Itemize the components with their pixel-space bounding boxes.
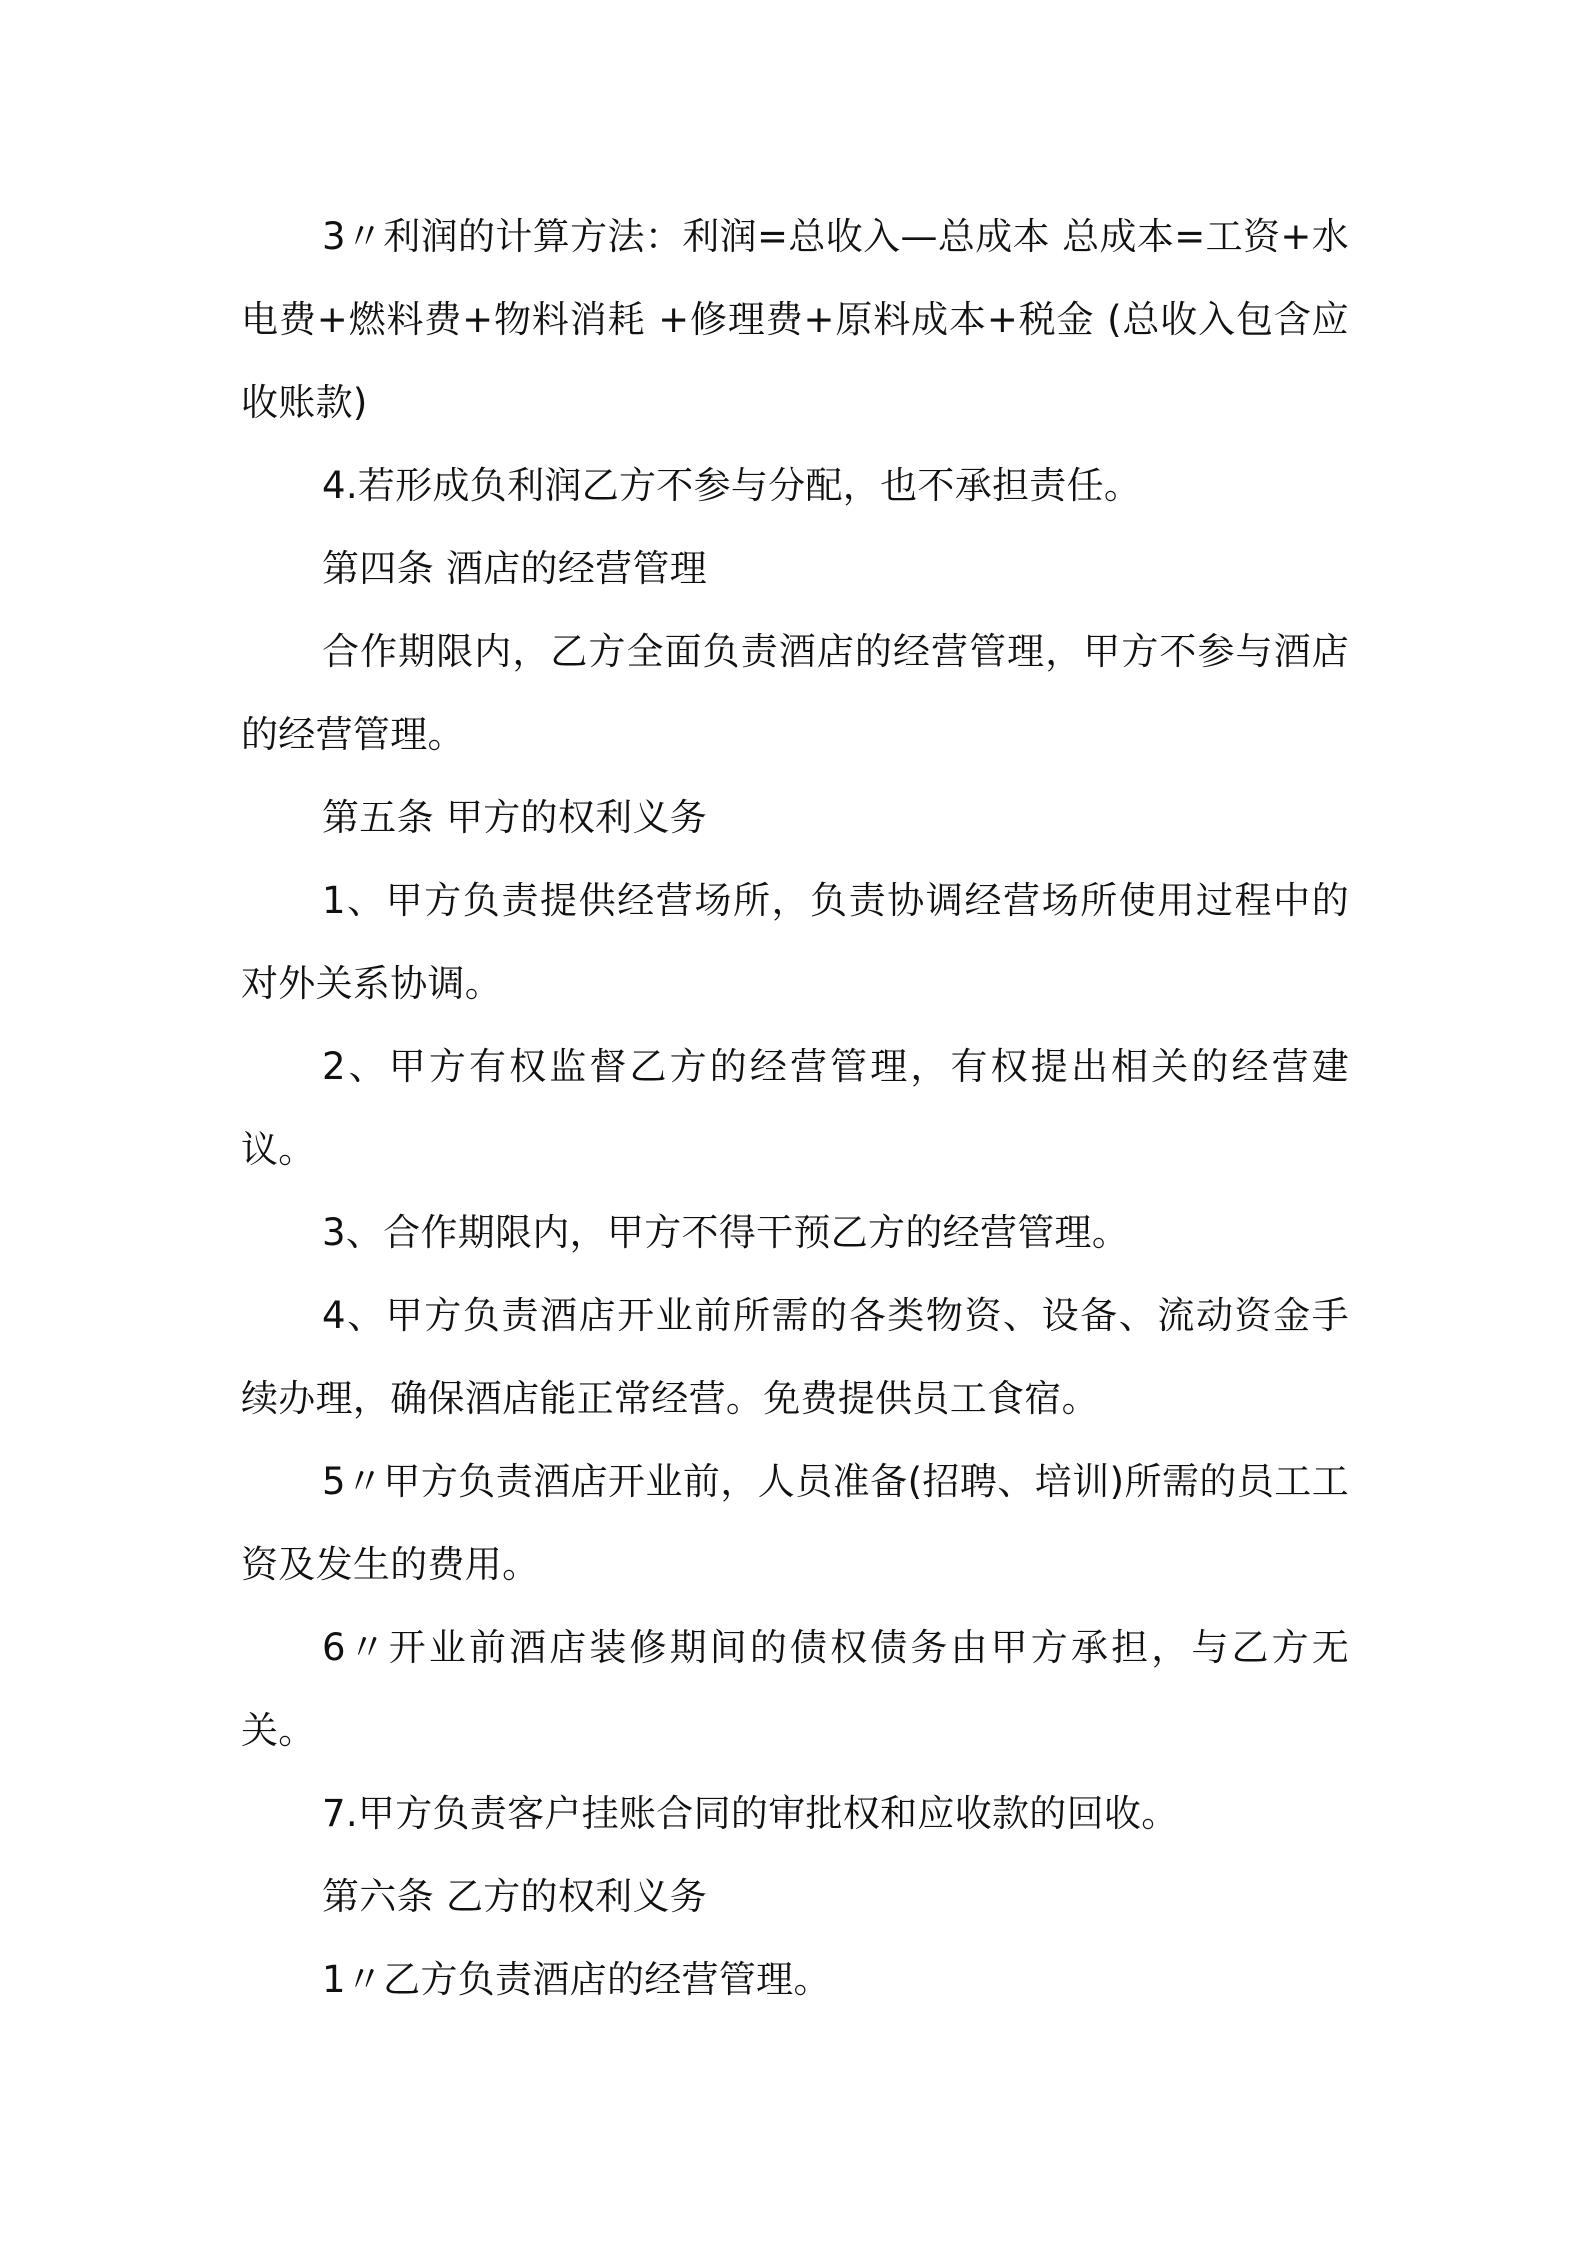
paragraph-profit-calculation: 3〃利润的计算方法：利润=总收入—总成本 总成本=工资+水电费+燃料费+物料消耗 +修理费+原料成本+税金 (总收入包含应收账款) [241,215,1349,424]
paragraph-article-5-item-7: 7.甲方负责客户挂账合同的审批权和应收款的回收。 [322,1792,1179,1835]
paragraph-article-5-item-6: 6〃开业前酒店装修期间的债权债务由甲方承担，与乙方无关。 [241,1626,1349,1752]
document-body [241,195,1349,2021]
paragraph-article-5-item-5: 5〃甲方负责酒店开业前，人员准备(招聘、培训)所需的员工工资及发生的费用。 [241,1460,1349,1586]
paragraph-article-6-item-1: 1〃乙方负责酒店的经营管理。 [322,1958,831,2001]
article-5-heading: 第五条 甲方的权利义务 [322,796,708,839]
article-6-heading: 第六条 乙方的权利义务 [322,1875,708,1918]
paragraph-article-5-item-2: 2、甲方有权监督乙方的经营管理，有权提出相关的经营建议。 [241,1045,1349,1171]
paragraph-article-4-body: 合作期限内，乙方全面负责酒店的经营管理，甲方不参与酒店的经营管理。 [241,630,1349,756]
paragraph-article-5-item-1: 1、甲方负责提供经营场所，负责协调经营场所使用过程中的对外关系协调。 [241,879,1349,1005]
paragraph-negative-profit: 4.若形成负利润乙方不参与分配，也不承担责任。 [322,464,1142,507]
article-4-heading: 第四条 酒店的经营管理 [322,547,708,590]
paragraph-article-5-item-4: 4、甲方负责酒店开业前所需的各类物资、设备、流动资金手续办理，确保酒店能正常经营。免费提供员工食宿。 [241,1294,1349,1420]
paragraph-article-5-item-3: 3、合作期限内，甲方不得干预乙方的经营管理。 [322,1211,1130,1254]
